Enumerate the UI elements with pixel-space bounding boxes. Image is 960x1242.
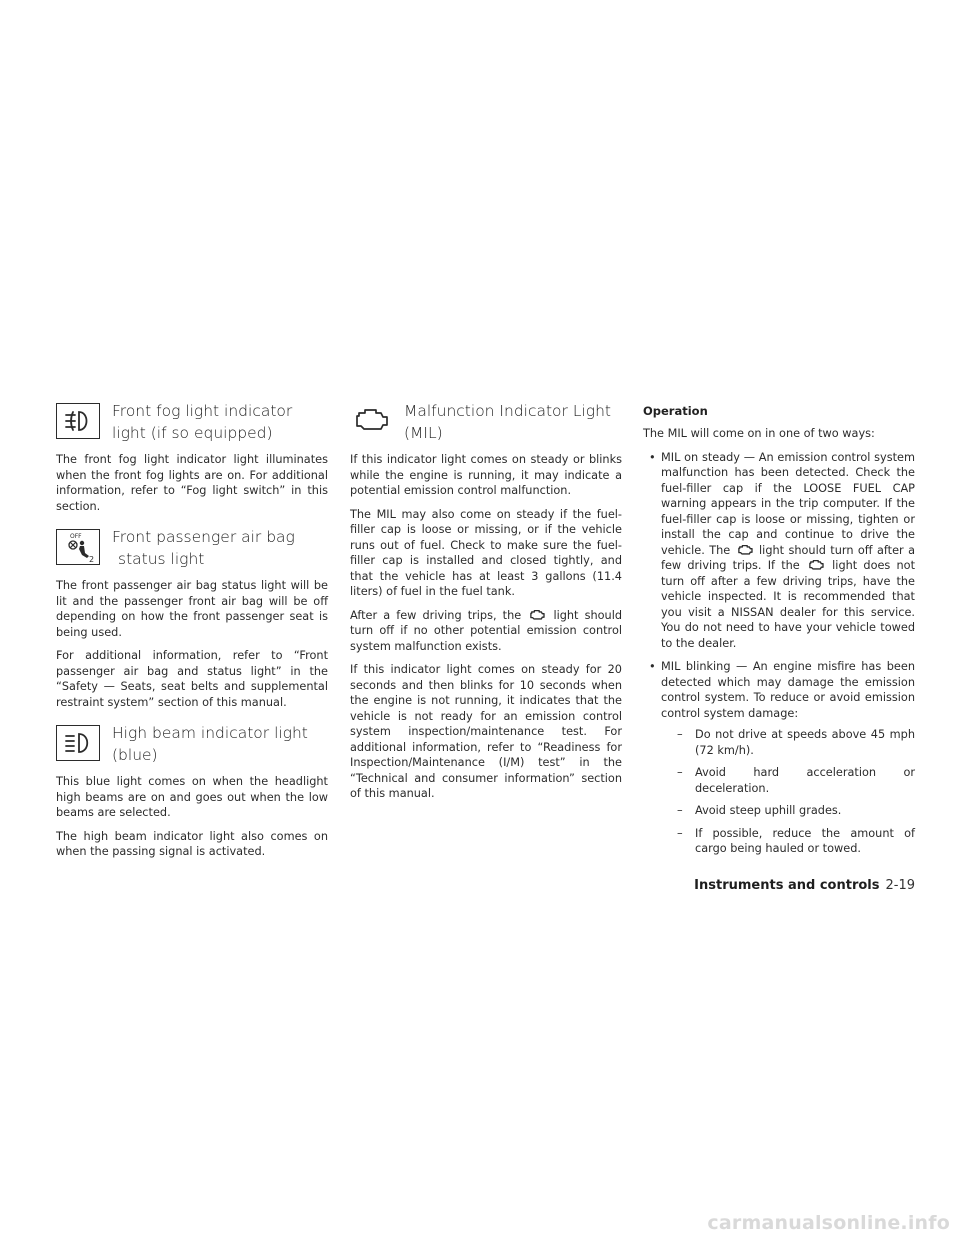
list-item: • MIL blinking — An engine misfire has been detected which may damage the emission control system. To reduce or avoid emission control system damage: – Do not drive at speeds above 45 mph (72 km/h). – Avoid hard acceleration or deceleration. – Avoid steep uphill grades. – If possible, reduce the amount of cargo being hauled or towed. <box>643 659 915 857</box>
sub-list <box>661 727 915 857</box>
sub-list-item: – Do not drive at speeds above 45 mph (72 km/h). <box>661 727 915 758</box>
airbag-text-2: For additional information, refer to “Front passenger air bag and status light” in the “Safety — Seats, seat belts and supplemental restraint system” section of this manual. <box>56 649 328 709</box>
mil-title: Malfunction Indicator Light (MIL) <box>404 402 611 442</box>
middle-column <box>350 400 622 810</box>
airbag-text-1: The front passenger air bag status light will be lit and the passenger front air bag will be off depending on how the front passenger seat is being used. <box>56 579 328 639</box>
fog-light-text: The front fog light indicator light illuminates when the front fog lights are on. For additional information, refer to “Fog light switch” in this section. <box>56 453 328 513</box>
fog-light-title: Front fog light indicator light (if so equipped) <box>112 402 293 442</box>
engine-check-inline-icon <box>527 608 547 621</box>
high-beam-text-1: This blue light comes on when the headlight high beams are on and goes out when the low beams are selected. <box>56 775 328 819</box>
mil-text-2: The MIL may also come on steady if the fuel-filler cap is loose or missing, or if the vehicle runs out of fuel. Check to make sure the fuel-filler cap is installed and closed tightly, and that the vehicle has at least 3 gallons (11.4 liters) of fuel in the fuel tank. <box>350 507 622 598</box>
airbag-icon-off-label: OFF <box>70 533 82 540</box>
engine-check-icon <box>350 403 392 437</box>
sub-list-item: – Avoid steep uphill grades. <box>661 803 915 819</box>
airbag-status-icon <box>56 529 100 565</box>
mil-text-4: If this indicator light comes on steady for 20 seconds and then blinks for 10 seconds when the engine is not running, it indicates that the vehicle is not ready for an emission control system inspection/maintenance test. For additional information, refer to “Readiness for Inspection/Maintenance (I/M) test” in the “Technical and consumer information” section of this manual. <box>350 663 622 800</box>
airbag-header <box>56 526 328 570</box>
airbag-title: Front passenger air bag status light <box>112 528 295 568</box>
fog-light-header <box>56 400 328 444</box>
page-number: 2-19 <box>885 878 915 893</box>
operation-intro: The MIL will come on in one of two ways: <box>643 427 875 440</box>
mil-text-3: After a few driving trips, the light should turn off if no other potential emission control system malfunction exists. <box>350 608 623 653</box>
airbag-icon-number: 2 <box>89 555 95 563</box>
list-item: • MIL on steady — An emission control system malfunction has been detected. Check the fuel-filler cap if the LOOSE FUEL CAP warning appears in the trip computer. If the fuel-filler cap is loose or missing, tighten or install the cap and continue to drive the vehicle. The light should turn off after a few driving trips. If the light does not turn off after a few driving trips, have the vehicle inspected. It is recommended that you visit a NISSAN dealer for this service. You do not need to have your vehicle towed to the dealer. <box>643 450 915 652</box>
mil-header <box>350 400 622 444</box>
engine-check-inline-icon <box>735 543 755 556</box>
section-name: Instruments and controls <box>694 878 880 893</box>
operation-heading: Operation <box>643 404 708 418</box>
watermark: carmanualsonline.info <box>707 1212 950 1234</box>
operation-list <box>643 450 915 857</box>
sub-list-item: – If possible, reduce the amount of cargo being hauled or towed. <box>661 826 915 857</box>
high-beam-header <box>56 722 328 766</box>
high-beam-text-2: The high beam indicator light also comes on when the passing signal is activated. <box>56 829 328 858</box>
fog-light-icon <box>56 403 100 439</box>
engine-check-inline-icon <box>806 558 826 571</box>
high-beam-icon <box>56 725 100 761</box>
sub-list-item: – Avoid hard acceleration or deceleration. <box>661 765 915 796</box>
page-footer <box>690 878 915 893</box>
right-column <box>643 400 915 865</box>
mil-text-1: If this indicator light comes on steady or blinks while the engine is running, it may indicate a potential emission control malfunction. <box>350 453 622 497</box>
high-beam-title: High beam indicator light (blue) <box>112 724 308 764</box>
left-column <box>56 400 328 868</box>
